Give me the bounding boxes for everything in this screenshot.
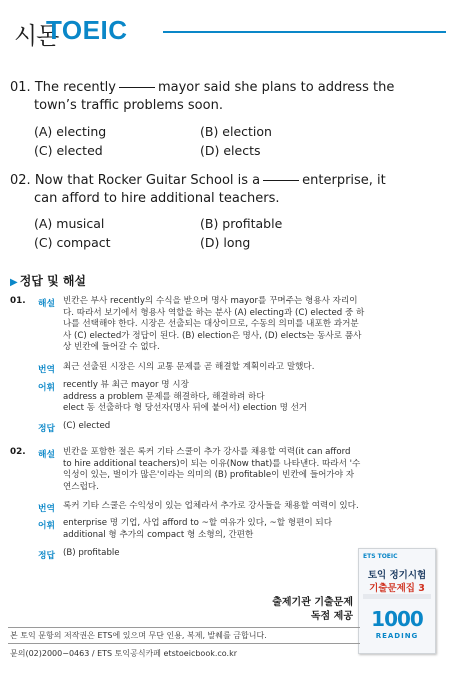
answer-1-explain-tag: 해설	[38, 299, 55, 309]
question-2-line2: can afford to hire additional teachers.	[34, 191, 280, 206]
book-title-line1: 토익 정기시험	[367, 570, 427, 581]
answer-2-vocab-tag: 어휘	[38, 521, 55, 531]
footer-contact: 문의(02)2000−0463 / ETS 토익공식카페 etstoeicbook.co.kr	[10, 649, 238, 658]
answer-1-explanation: 빈칸은 부사 recently의 수식을 받으며 명사 mayor를 꾸며주는 형용사 자리이 다. 따라서 보기에서 형용사 역할을 하는 분사 (A) electing과 (C) elected 중 하 나를 선택해야 한다. 시장은 선출되는 대상이므로, 수동의 의미를 내포한 과거분 사 (C) elected가 정답이 된다. (B) election은 명사, (D) elects는 동사로 품사 상 빈칸에 들어갈 수 없다.	[63, 296, 365, 353]
book-title-line2: 기출문제집 3	[369, 583, 425, 594]
answer-2-explain-tag: 해설	[38, 450, 55, 460]
question-2-option-d: (D) long	[200, 235, 251, 250]
question-1-number: 01.	[10, 80, 31, 95]
question-1-text-after: mayor said she plans to address the	[157, 80, 395, 95]
question-2-number: 02.	[10, 173, 31, 188]
answer-1-vocabulary: recently 뷰 최근 mayor 명 시장 address a problem 문제를 해결하다, 해결하려 하다 elect 동 선출하다 형 당선자(명사 뒤에 붙어서) election 명 선거	[63, 380, 308, 414]
answer-2-answer-tag: 정답	[38, 551, 55, 561]
question-1-option-d: (D) elects	[200, 143, 261, 158]
book-subtitle: READING	[375, 632, 419, 640]
question-2-text-before: Now that Rocker Guitar School is a	[34, 173, 261, 188]
answer-1-translation: 최근 선출된 시장은 시의 교통 문제를 곧 해결할 계획이라고 말했다.	[63, 362, 315, 372]
answer-1-answer-tag: 정답	[38, 424, 55, 434]
question-1-text-before: The recently	[34, 80, 116, 95]
answer-2-translate-tag: 번역	[38, 504, 55, 514]
question-2-option-a: (A) musical	[34, 216, 105, 231]
question-1-option-c: (C) elected	[34, 143, 103, 158]
answer-1-translate-tag: 번역	[38, 365, 55, 375]
question-1-option-a: (A) electing	[34, 124, 107, 139]
answer-section-title: ▶ 정답 및 해설	[10, 274, 87, 288]
publisher-note: 출제기관 기출문제 독점 제공	[272, 597, 353, 622]
footer-divider-top	[8, 627, 360, 628]
book-cover-image	[358, 548, 436, 654]
header-divider-line	[163, 31, 446, 33]
answer-2-number: 02.	[10, 447, 26, 457]
answer-2-explanation: 빈칸을 포함한 절은 록커 기타 스쿨이 추가 강사를 채용할 여력(it can afford to hire additional teachers)이 되는 이유(Now that)를 나타낸다. 따라서 '수 익성이 있는, 벌이가 많은'이라는 의미의 (B) profitable이 빈칸에 들어가야 자 연스럽다.	[63, 447, 361, 492]
answer-2-vocabulary: enterprise 명 기업, 사업 afford to ~할 여유가 있다, ~할 형편이 되다 additional 형 추가의 compact 형 소형의, 간편한	[63, 518, 333, 540]
answer-1-vocab-tag: 어휘	[38, 383, 55, 393]
footer-divider-bottom	[8, 643, 360, 644]
question-1-blank	[119, 87, 155, 88]
question-2-option-c: (C) compact	[34, 235, 111, 250]
book-strip	[363, 594, 431, 599]
question-2-text-after: enterprise, it	[302, 173, 386, 188]
question-2-blank	[263, 180, 299, 181]
question-1-option-b: (B) election	[200, 124, 272, 139]
question-2	[10, 172, 450, 190]
header-brand-title: TOEIC	[46, 15, 128, 45]
answer-2-translation: 록커 기타 스쿨은 수익성이 있는 업체라서 추가로 강사들을 채용할 여력이 있다.	[63, 501, 359, 511]
question-2-option-b: (B) profitable	[200, 216, 283, 231]
answer-2-answer: (B) profitable	[63, 548, 120, 558]
triangle-icon: ▶	[10, 277, 18, 288]
answer-1-number: 01.	[10, 296, 26, 306]
question-1-line2: town’s traffic problems soon.	[34, 98, 223, 113]
book-brand: ETS TOEIC	[363, 553, 398, 560]
book-big-number: 1000	[371, 607, 423, 631]
footer-copyright: 본 토익 문항의 저작권은 ETS에 있으며 무단 인용, 복제, 발췌를 금합니다.	[10, 631, 267, 640]
question-1	[10, 79, 450, 97]
header-handwritten-text: 시몬	[14, 22, 59, 50]
answer-1-answer: (C) elected	[63, 421, 111, 431]
